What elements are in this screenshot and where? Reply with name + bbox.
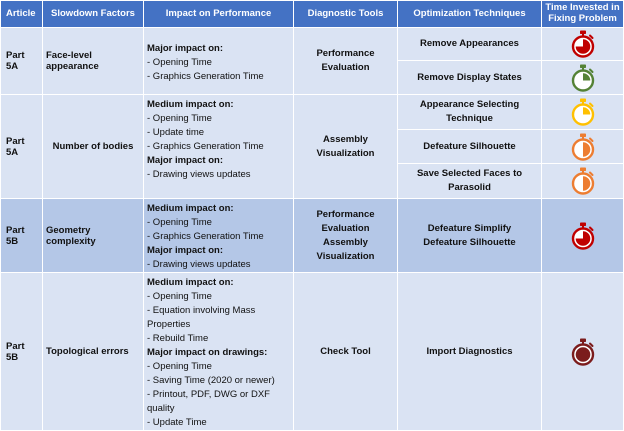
header-optimization-techniques: Optimization Techniques xyxy=(398,1,542,28)
impact-heading: Major impact on drawings: xyxy=(147,347,268,358)
diagnostic-tools-cell xyxy=(294,95,398,199)
article-cell: Part 5B xyxy=(1,199,43,273)
stopwatch-crown xyxy=(580,31,586,35)
optimization-technique: Appearance Selecting Technique xyxy=(419,99,520,124)
slowdown-factor-cell: Number of bodies xyxy=(43,95,144,199)
article-cell: Part 5A xyxy=(1,28,43,95)
stopwatch-crown xyxy=(580,222,586,226)
article-cell: Part 5A xyxy=(1,95,43,199)
stopwatch-icon xyxy=(570,133,596,161)
stopwatch-side-button xyxy=(590,138,593,141)
slowdown-factor-cell: Topological errors xyxy=(43,273,144,431)
optimization-technique: Save Selected Faces to Parasolid xyxy=(416,168,523,193)
stopwatch-icon xyxy=(570,98,596,126)
table-row xyxy=(1,95,624,130)
impact-item: - Opening Time xyxy=(147,291,212,302)
impact-item: - Equation involving Mass Properties xyxy=(147,305,256,330)
impact-cell xyxy=(144,199,294,273)
impact-heading: Major impact on: xyxy=(147,42,224,54)
stopwatch-crown xyxy=(580,133,586,137)
header-slowdown-factors: Slowdown Factors xyxy=(43,1,144,28)
stopwatch-icon xyxy=(570,338,596,366)
stopwatch-side-button xyxy=(590,173,593,176)
impact-heading: Medium impact on: xyxy=(147,99,234,110)
impact-item: - Saving Time (2020 or newer) xyxy=(147,375,275,386)
table-row xyxy=(1,273,624,431)
optimization-technique-cell xyxy=(398,164,542,199)
optimization-technique-cell xyxy=(398,130,542,164)
stopwatch-crown xyxy=(580,168,586,172)
stopwatch-icon xyxy=(570,167,596,195)
time-invested-cell xyxy=(542,28,624,61)
header-row xyxy=(1,1,624,28)
diagnostic-tool: Performance Evaluation xyxy=(316,48,375,73)
diagnostic-tool: Performance Evaluation xyxy=(316,208,375,234)
impact-item: - Update time xyxy=(147,127,205,138)
stopwatch-side-button xyxy=(590,343,593,346)
impact-item: - Opening Time xyxy=(147,217,212,228)
stopwatch-crown xyxy=(580,338,586,342)
stopwatch-crown xyxy=(580,64,586,68)
impact-heading: Major impact on: xyxy=(147,155,224,166)
impact-item: - Opening Time xyxy=(147,56,212,68)
stopwatch-side-button xyxy=(590,227,593,230)
stopwatch-side-button xyxy=(590,104,593,107)
impact-cell xyxy=(144,28,294,95)
time-invested-cell xyxy=(542,130,624,164)
optimization-technique-cell xyxy=(398,61,542,95)
impact-item: - Rebuild Time xyxy=(147,333,209,344)
table-body xyxy=(1,28,624,431)
optimization-technique: Import Diagnostics xyxy=(426,345,513,357)
diagnostic-tools-cell xyxy=(294,28,398,95)
optimization-technique: Defeature Silhouette xyxy=(423,140,516,152)
impact-item: - Opening Time xyxy=(147,361,212,372)
impact-heading: Medium impact on: xyxy=(147,203,234,214)
stopwatch-icon xyxy=(570,222,596,250)
stopwatch-icon xyxy=(570,64,596,92)
impact-item: - Printout, PDF, DWG or DXF quality xyxy=(147,389,270,414)
time-invested-cell xyxy=(542,61,624,95)
impact-item: - Opening Time xyxy=(147,113,212,124)
stopwatch-icon xyxy=(570,30,596,58)
article-cell: Part 5B xyxy=(1,273,43,431)
impact-item: - Drawing views updates xyxy=(147,169,251,180)
table-row xyxy=(1,199,624,273)
impact-heading: Major impact on: xyxy=(147,245,224,256)
impact-cell xyxy=(144,95,294,199)
header-time-invested: Time Invested in Fixing Problem xyxy=(542,1,624,28)
table-row xyxy=(1,28,624,61)
header-impact-on-performance: Impact on Performance xyxy=(144,1,294,28)
diagnostic-tool: Check Tool xyxy=(320,345,371,357)
stopwatch-crown xyxy=(580,99,586,103)
impact-item: - Update Time xyxy=(147,417,207,428)
diagnostic-tools-cell xyxy=(294,273,398,431)
slowdown-factor-cell: Geometry complexity xyxy=(43,199,144,273)
time-invested-cell xyxy=(542,199,624,273)
slowdown-factor-cell: Face-level appearance xyxy=(43,28,144,95)
optimization-technique-cell xyxy=(398,28,542,61)
optimization-technique-cell xyxy=(398,95,542,130)
impact-item: - Graphics Generation Time xyxy=(147,70,264,82)
header-diagnostic-tools: Diagnostic Tools xyxy=(294,1,398,28)
impact-heading: Medium impact on: xyxy=(147,277,234,288)
impact-item: - Drawing views updates xyxy=(147,259,251,270)
header-article: Article xyxy=(1,1,43,28)
stopwatch-side-button xyxy=(590,36,593,39)
optimization-technique: Remove Display States xyxy=(417,71,522,83)
diagnostic-tool: Assembly Visualization xyxy=(316,236,375,262)
time-invested-cell xyxy=(542,273,624,431)
diagnostic-tools-cell xyxy=(294,199,398,273)
impact-item: - Graphics Generation Time xyxy=(147,231,264,242)
optimization-technique: Defeature Simplify xyxy=(427,222,512,234)
impact-item: - Graphics Generation Time xyxy=(147,141,264,152)
diagnostic-tool: Assembly Visualization xyxy=(316,133,375,159)
optimization-technique-cell xyxy=(398,273,542,431)
time-invested-cell xyxy=(542,164,624,199)
stopwatch-fill xyxy=(575,347,590,362)
optimization-technique: Defeature Silhouette xyxy=(423,236,516,248)
optimization-technique-cell xyxy=(398,199,542,273)
optimization-technique: Remove Appearances xyxy=(420,38,519,49)
impact-cell xyxy=(144,273,294,431)
time-invested-cell xyxy=(542,95,624,130)
stopwatch-side-button xyxy=(590,69,593,72)
